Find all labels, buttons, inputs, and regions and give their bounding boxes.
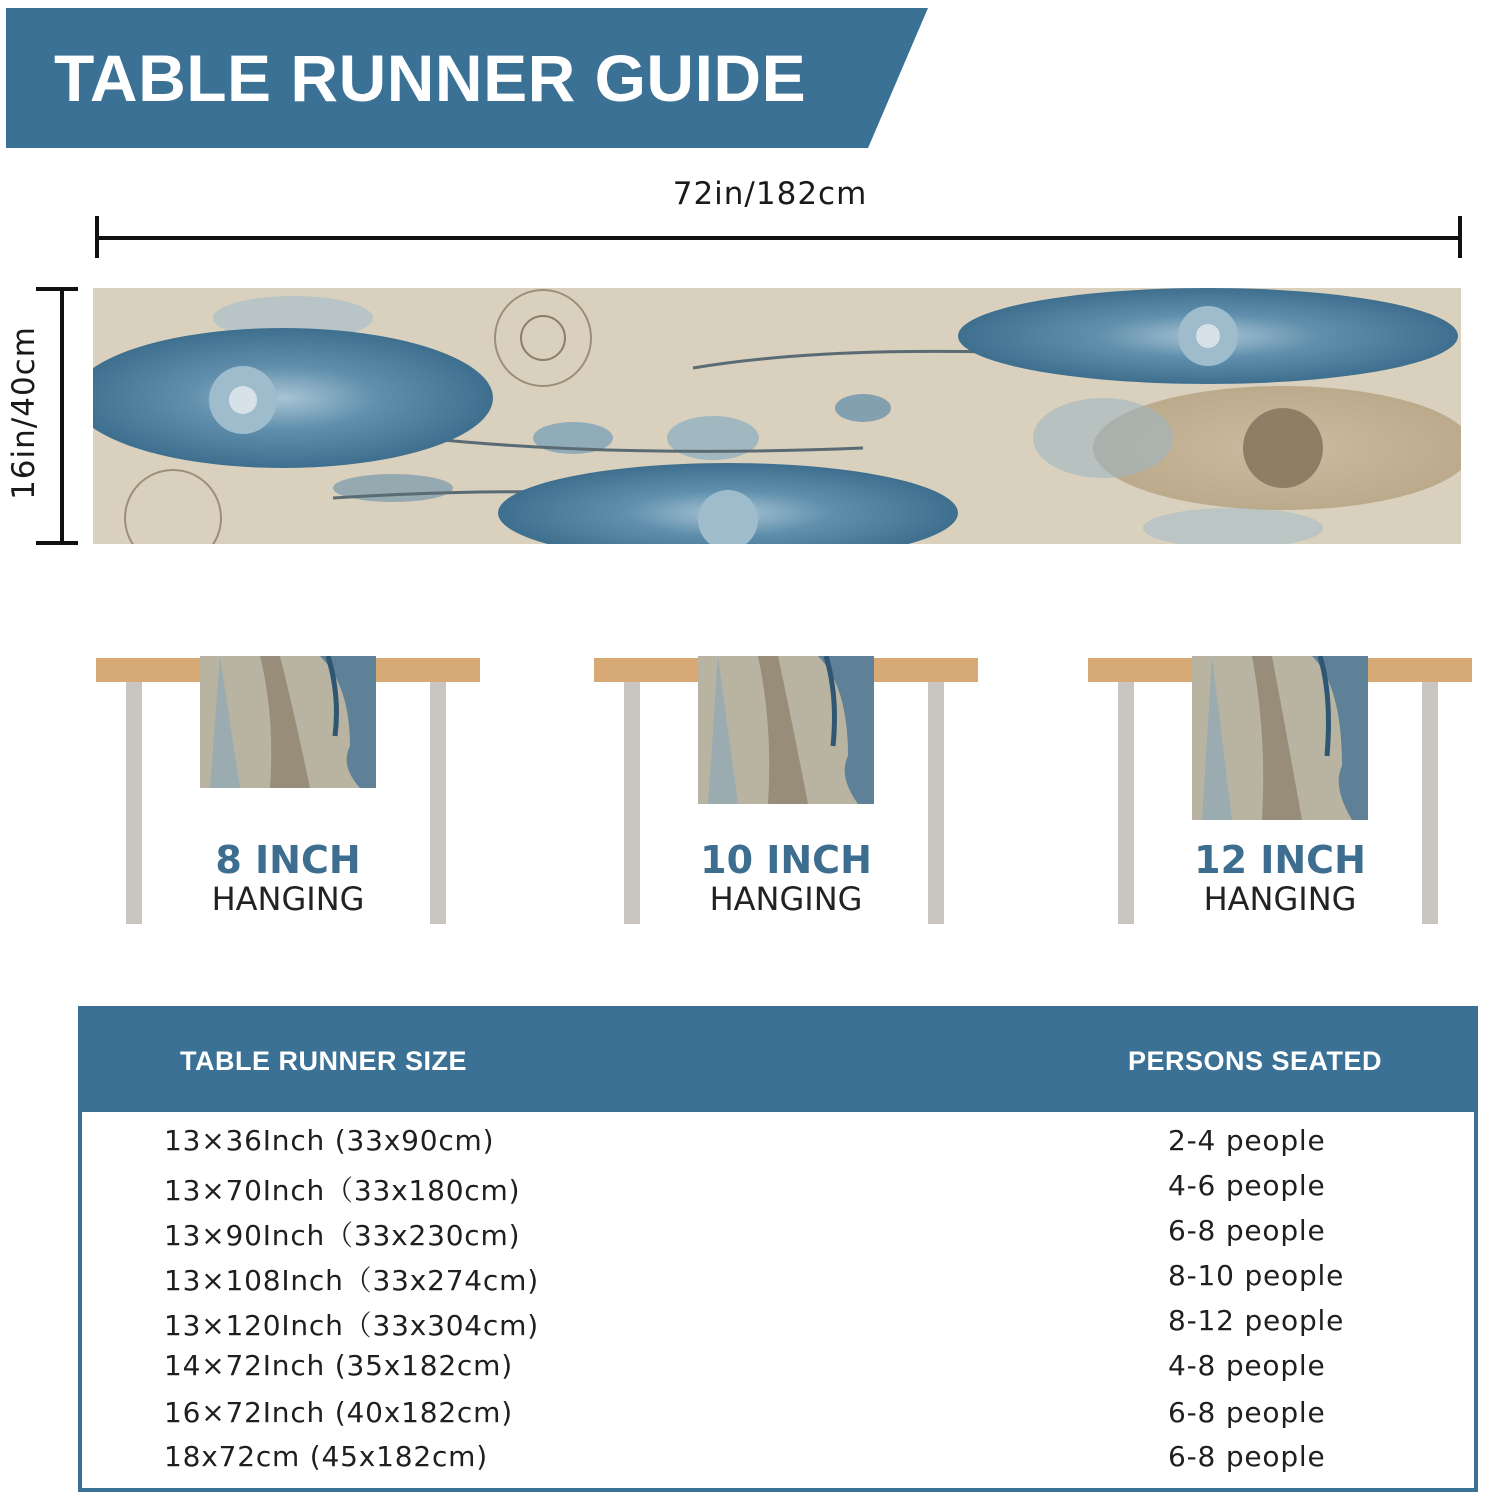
- hanging-text: HANGING: [1203, 879, 1357, 918]
- height-dimension-label: 16in/40cm: [6, 326, 42, 500]
- table-row: [82, 1304, 1474, 1344]
- hanging-label-10in: [594, 840, 978, 917]
- hanging-size: 12 INCH: [1194, 838, 1366, 882]
- persons-cell: 8-10 people: [1168, 1259, 1345, 1292]
- table-row: [82, 1396, 1474, 1436]
- persons-cell: 6-8 people: [1168, 1396, 1326, 1429]
- table-row: [82, 1440, 1474, 1480]
- page-title: TABLE RUNNER GUIDE: [54, 41, 807, 115]
- persons-cell: 6-8 people: [1168, 1214, 1326, 1247]
- width-dimension-label: 72in/182cm: [672, 176, 868, 212]
- width-dimension-cap-left: [95, 216, 99, 258]
- size-table: [78, 1006, 1478, 1492]
- width-dimension-cap-right: [1458, 216, 1462, 258]
- size-cell: 13×108Inch（33x274cm): [164, 1264, 539, 1297]
- hanging-size: 10 INCH: [700, 838, 872, 882]
- size-cell: 16×72Inch (40x182cm): [164, 1396, 513, 1429]
- size-cell: 13×120Inch（33x304cm): [164, 1309, 539, 1342]
- runner-hang-12in: [1192, 656, 1368, 820]
- hanging-label-12in: [1088, 840, 1472, 917]
- size-cell: 18x72cm (45x182cm): [164, 1440, 488, 1473]
- persons-cell: 4-8 people: [1168, 1349, 1326, 1382]
- persons-column-header: PERSONS SEATED: [1128, 1046, 1383, 1076]
- size-column-header: TABLE RUNNER SIZE: [180, 1046, 468, 1076]
- width-dimension-line: [96, 236, 1462, 240]
- hanging-label-8in: [96, 840, 480, 917]
- table-row: [82, 1214, 1474, 1254]
- hanging-text: HANGING: [211, 879, 365, 918]
- runner-hang-8in: [200, 656, 376, 788]
- table-row: [82, 1349, 1474, 1389]
- size-cell: 13×90Inch（33x230cm): [164, 1219, 521, 1252]
- size-table-header: [82, 1010, 1474, 1112]
- persons-cell: 2-4 people: [1168, 1124, 1326, 1157]
- height-dimension-cap-top: [36, 287, 78, 291]
- table-row: [82, 1169, 1474, 1209]
- height-dimension-line: [60, 288, 64, 544]
- persons-cell: 8-12 people: [1168, 1304, 1345, 1337]
- height-dimension-cap-bottom: [36, 541, 78, 545]
- persons-cell: 6-8 people: [1168, 1440, 1326, 1473]
- size-cell: 13×36Inch (33x90cm): [164, 1124, 495, 1157]
- persons-cell: 4-6 people: [1168, 1169, 1326, 1202]
- runner-hang-10in: [698, 656, 874, 804]
- table-row: [82, 1259, 1474, 1299]
- size-cell: 13×70Inch（33x180cm): [164, 1174, 521, 1207]
- table-row: [82, 1124, 1474, 1164]
- size-cell: 14×72Inch (35x182cm): [164, 1349, 513, 1382]
- hanging-text: HANGING: [709, 879, 863, 918]
- hanging-size: 8 INCH: [215, 838, 361, 882]
- table-runner-image: [93, 288, 1461, 544]
